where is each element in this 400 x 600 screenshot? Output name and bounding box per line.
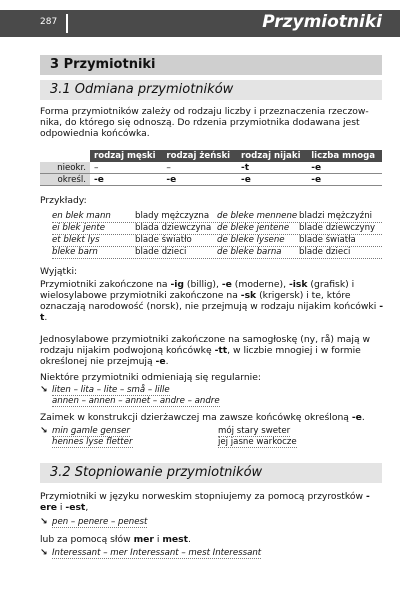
table-header: rodzaj żeński: [162, 150, 237, 162]
table-cell: –: [162, 162, 237, 174]
comparison-example-1: pen – penere – penest: [52, 517, 148, 527]
exceptions-paragraph-2: Jednosylabowe przymiotniki zakończone na samogłoskę (ny, rå) mają w rodzaju nijakim podwojoną końcówkę -tt, w liczbie mnogiej i w formie określonej nie przejmują -e.: [40, 334, 371, 367]
example-polish: blade dzieci: [135, 247, 187, 257]
page-number: 287: [40, 17, 58, 27]
example-polish: blade dziewczyny: [299, 223, 376, 233]
examples-list: [52, 211, 382, 259]
page-title: Przymiotniki: [262, 12, 382, 32]
list-item: [52, 235, 382, 247]
table-row: [40, 162, 382, 174]
table-header: rodzaj nijaki: [237, 150, 307, 162]
section-title: 3 Przymiotniki: [50, 57, 156, 72]
examples-label: Przykłady:: [40, 195, 87, 206]
example-norwegian: en blek mann: [52, 211, 111, 221]
intro-paragraph: Forma przymiotników zależy od rodzaju liczby i przeznaczenia rzeczownika, do którego się odnoszą. Do rdzenia przymiotnika dodawana jest odpowiednia końcówka.: [40, 106, 369, 139]
subsection-heading-3-1: [40, 80, 382, 100]
row-label: określ.: [40, 174, 90, 186]
table-header: rodzaj męski: [90, 150, 162, 162]
table-cell: -e: [237, 174, 307, 186]
example-norwegian: de bleke mennene: [217, 211, 298, 221]
possessive-example-norwegian: hennes lyse fletter: [52, 437, 133, 447]
example-norwegian: de bleke barna: [217, 247, 282, 257]
comparison-example-2: Interessant – mer Interessant – mest Interessant: [52, 548, 262, 558]
subsection-heading-3-2: [40, 463, 382, 483]
exceptions-paragraph-1: Przymiotniki zakończone na -ig (billig), -e (moderne), -isk (grafisk) i wielosylabowe przymiotniki zakończone na -sk (krigersk) i te, które oznaczają narodowość (norsk), nie przejmują w rodzaju nijakim końcówki -t.: [40, 279, 384, 323]
example-polish: blade światło: [135, 235, 192, 245]
table-cell: -e: [307, 162, 382, 174]
page-header: [0, 0, 400, 42]
row-label: nieokr.: [40, 162, 90, 174]
comparison-paragraph-2: lub za pomocą słów mer i mest.: [40, 534, 191, 545]
subsection-title: 3.2 Stopniowanie przymiotników: [50, 465, 263, 480]
example-polish: bladzi mężczyźni: [299, 211, 373, 221]
table-row: [40, 174, 382, 186]
list-item: [52, 247, 382, 259]
example-norwegian: de bleke jentene: [217, 223, 290, 233]
arrow-icon: ↘: [40, 385, 48, 395]
section-heading: [40, 55, 382, 75]
possessive-example-norwegian: min gamle genser: [52, 426, 130, 436]
irregular-example-1: liten – lita – lite – små – lille: [52, 385, 170, 395]
exceptions-label: Wyjątki:: [40, 266, 78, 277]
table-cell: -t: [237, 162, 307, 174]
possessive-example-polish: mój stary sweter: [218, 426, 291, 436]
table-cell: -e: [162, 174, 237, 186]
list-item: [52, 223, 382, 235]
comparison-paragraph-1: Przymiotniki w języku norweskim stopniujemy za pomocą przyrostków -ere i -est,: [40, 491, 370, 513]
possessive-example-polish: jej jasne warkocze: [218, 437, 297, 447]
irregular-label: Niektóre przymiotniki odmieniają się regularnie:: [40, 372, 261, 383]
example-polish: blade światła: [299, 235, 356, 245]
example-polish: blada dziewczyna: [135, 223, 212, 233]
declension-table: [40, 150, 382, 186]
subsection-title: 3.1 Odmiana przymiotników: [50, 82, 234, 97]
example-norwegian: bleke barn: [52, 247, 98, 257]
list-item: [52, 211, 382, 223]
table-cell: -e: [90, 174, 162, 186]
table-corner: [40, 150, 90, 162]
irregular-example-2: annen – annen – annet – andre – andre: [52, 396, 220, 406]
example-norwegian: de bleke lysene: [217, 235, 285, 245]
table-header-row: [40, 150, 382, 162]
header-divider: [66, 14, 68, 33]
possessive-paragraph: Zaimek w konstrukcji dzierżawczej ma zawsze końcówkę określoną -e.: [40, 412, 365, 423]
example-polish: blady mężczyzna: [135, 211, 210, 221]
example-polish: blade dzieci: [299, 247, 351, 257]
example-norwegian: ei blek jente: [52, 223, 106, 233]
arrow-icon: ↘: [40, 426, 48, 436]
arrow-icon: ↘: [40, 548, 48, 558]
table-header: liczba mnoga: [307, 150, 382, 162]
table-cell: -e: [307, 174, 382, 186]
arrow-icon: ↘: [40, 517, 48, 527]
table-cell: –: [90, 162, 162, 174]
example-norwegian: et blekt lys: [52, 235, 100, 245]
